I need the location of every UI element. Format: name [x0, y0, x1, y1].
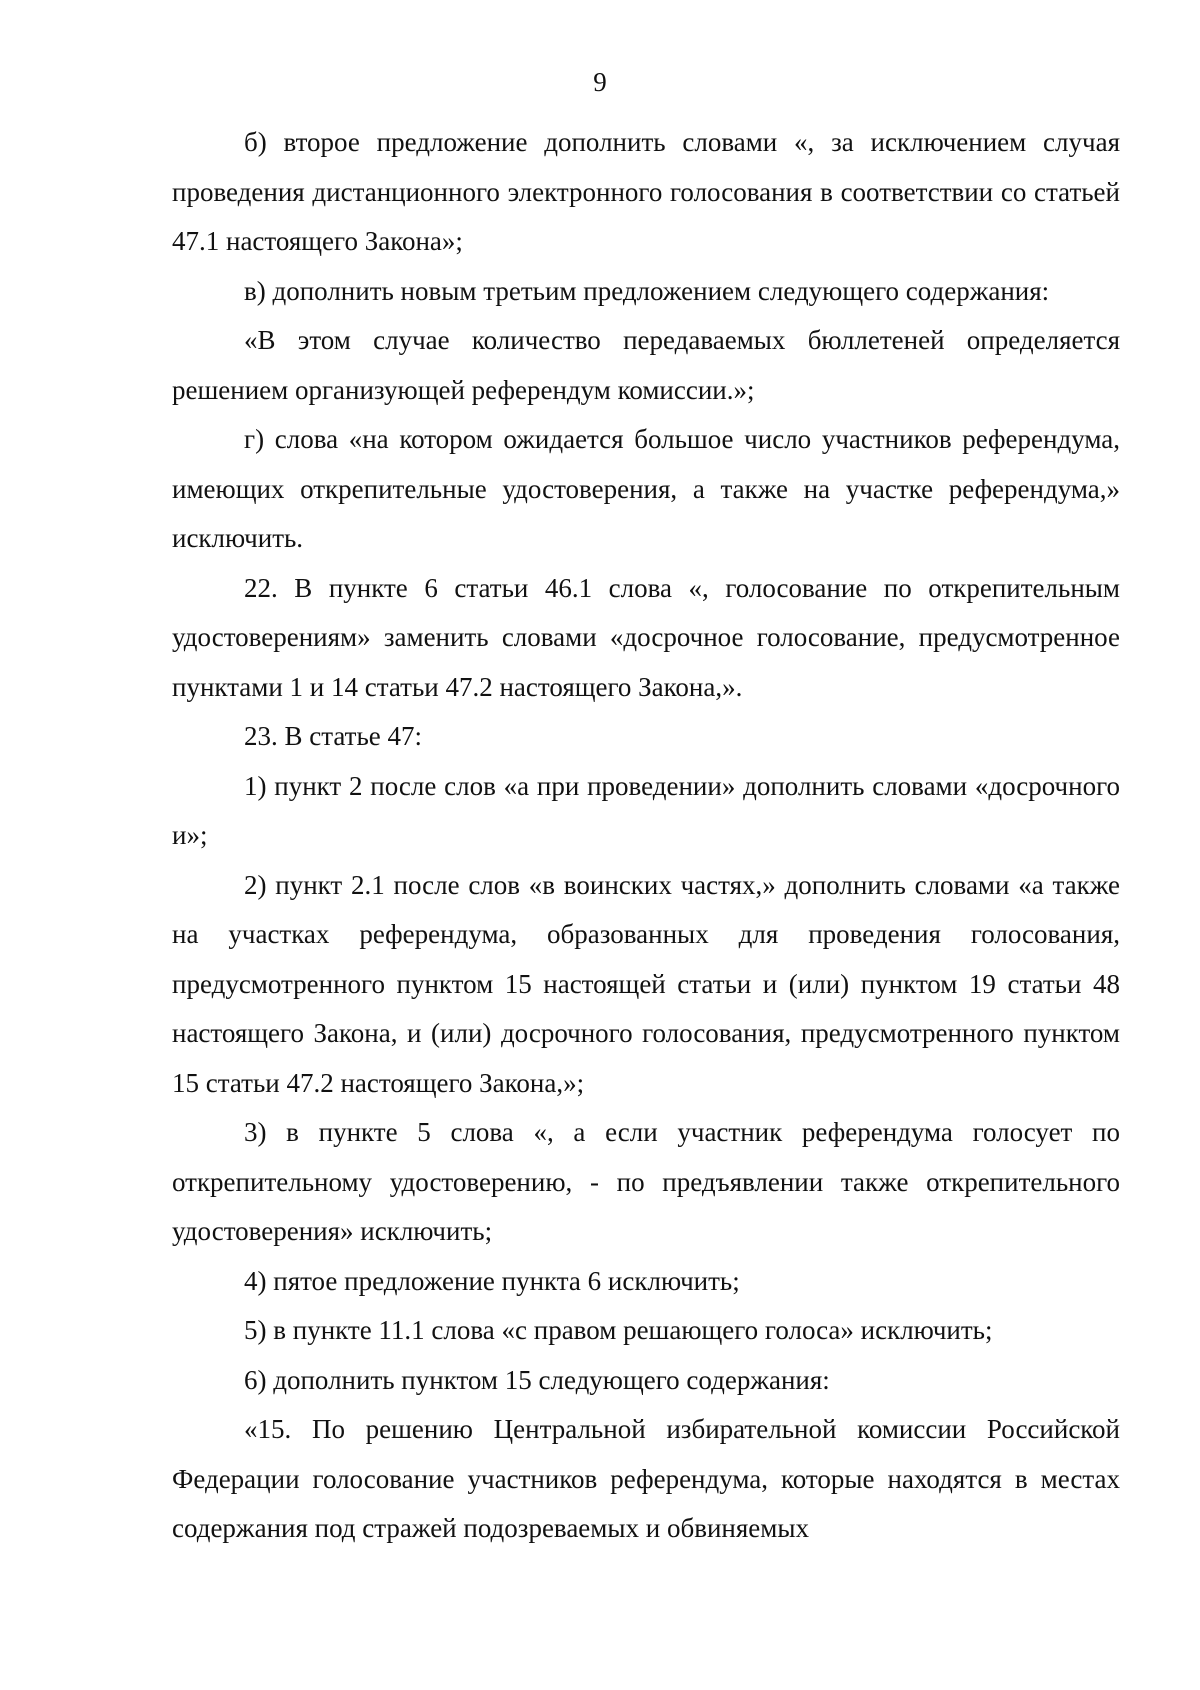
- paragraph-sub-5: 5) в пункте 11.1 слова «с правом решающего голоса» исключить;: [244, 1315, 993, 1345]
- paragraph-v-quote: «В этом случае количество передаваемых бюллетеней определяется решением организующей референдум комиссии.»;: [172, 325, 1120, 405]
- paragraph-g: г) слова «на котором ожидается большое число участников референдума, имеющих открепительные удостоверения, а также на участке референдума,» исключить.: [172, 424, 1120, 553]
- paragraph-sub-4: 4) пятое предложение пункта 6 исключить;: [244, 1265, 740, 1296]
- paragraph-sub-1: 1) пункт 2 после слов «а при проведении» дополнить словами «досрочного и»;: [172, 770, 1120, 850]
- paragraph-item-23: 23. В статье 47:: [244, 721, 423, 751]
- document-body: [172, 118, 1120, 1554]
- paragraph-sub-3: 3) в пункте 5 слова «, а если участник референдума голосует по открепительному удостоверению, - по предъявлении также открепительного удостоверения» исключить;: [172, 1117, 1120, 1246]
- paragraph-sub-6-quote: «15. По решению Центральной избирательной комиссии Российской Федерации голосование участников референдума, которые находятся в местах содержания под стражей подозреваемых и обвиняемых: [172, 1414, 1120, 1543]
- paragraph-b: б) второе предложение дополнить словами «, за исключением случая проведения дистанционного электронного голосования в соответствии со статьей 47.1 настоящего Закона»;: [172, 127, 1120, 256]
- page-number: 9: [593, 67, 607, 97]
- paragraph-sub-6: 6) дополнить пунктом 15 следующего содержания:: [244, 1364, 830, 1395]
- paragraph-item-22: 22. В пункте 6 статьи 46.1 слова «, голосование по открепительным удостоверениям» заменить словами «досрочное голосование, предусмотренное пунктами 1 и 14 статьи 47.2 настоящего Закона,».: [172, 572, 1120, 702]
- paragraph-v: в) дополнить новым третьим предложением следующего содержания:: [244, 275, 1050, 306]
- paragraph-sub-2: 2) пункт 2.1 после слов «в воинских частях,» дополнить словами «а также на участках референдума, образованных для проведения голосования, предусмотренного пунктом 15 настоящей статьи и (или) пунктом 19 статьи 48 настоящего Закона, и (или) досрочного голосования, предусмотренного пунктом 15 статьи 47.2 настоящего Закона,»;: [172, 869, 1120, 1098]
